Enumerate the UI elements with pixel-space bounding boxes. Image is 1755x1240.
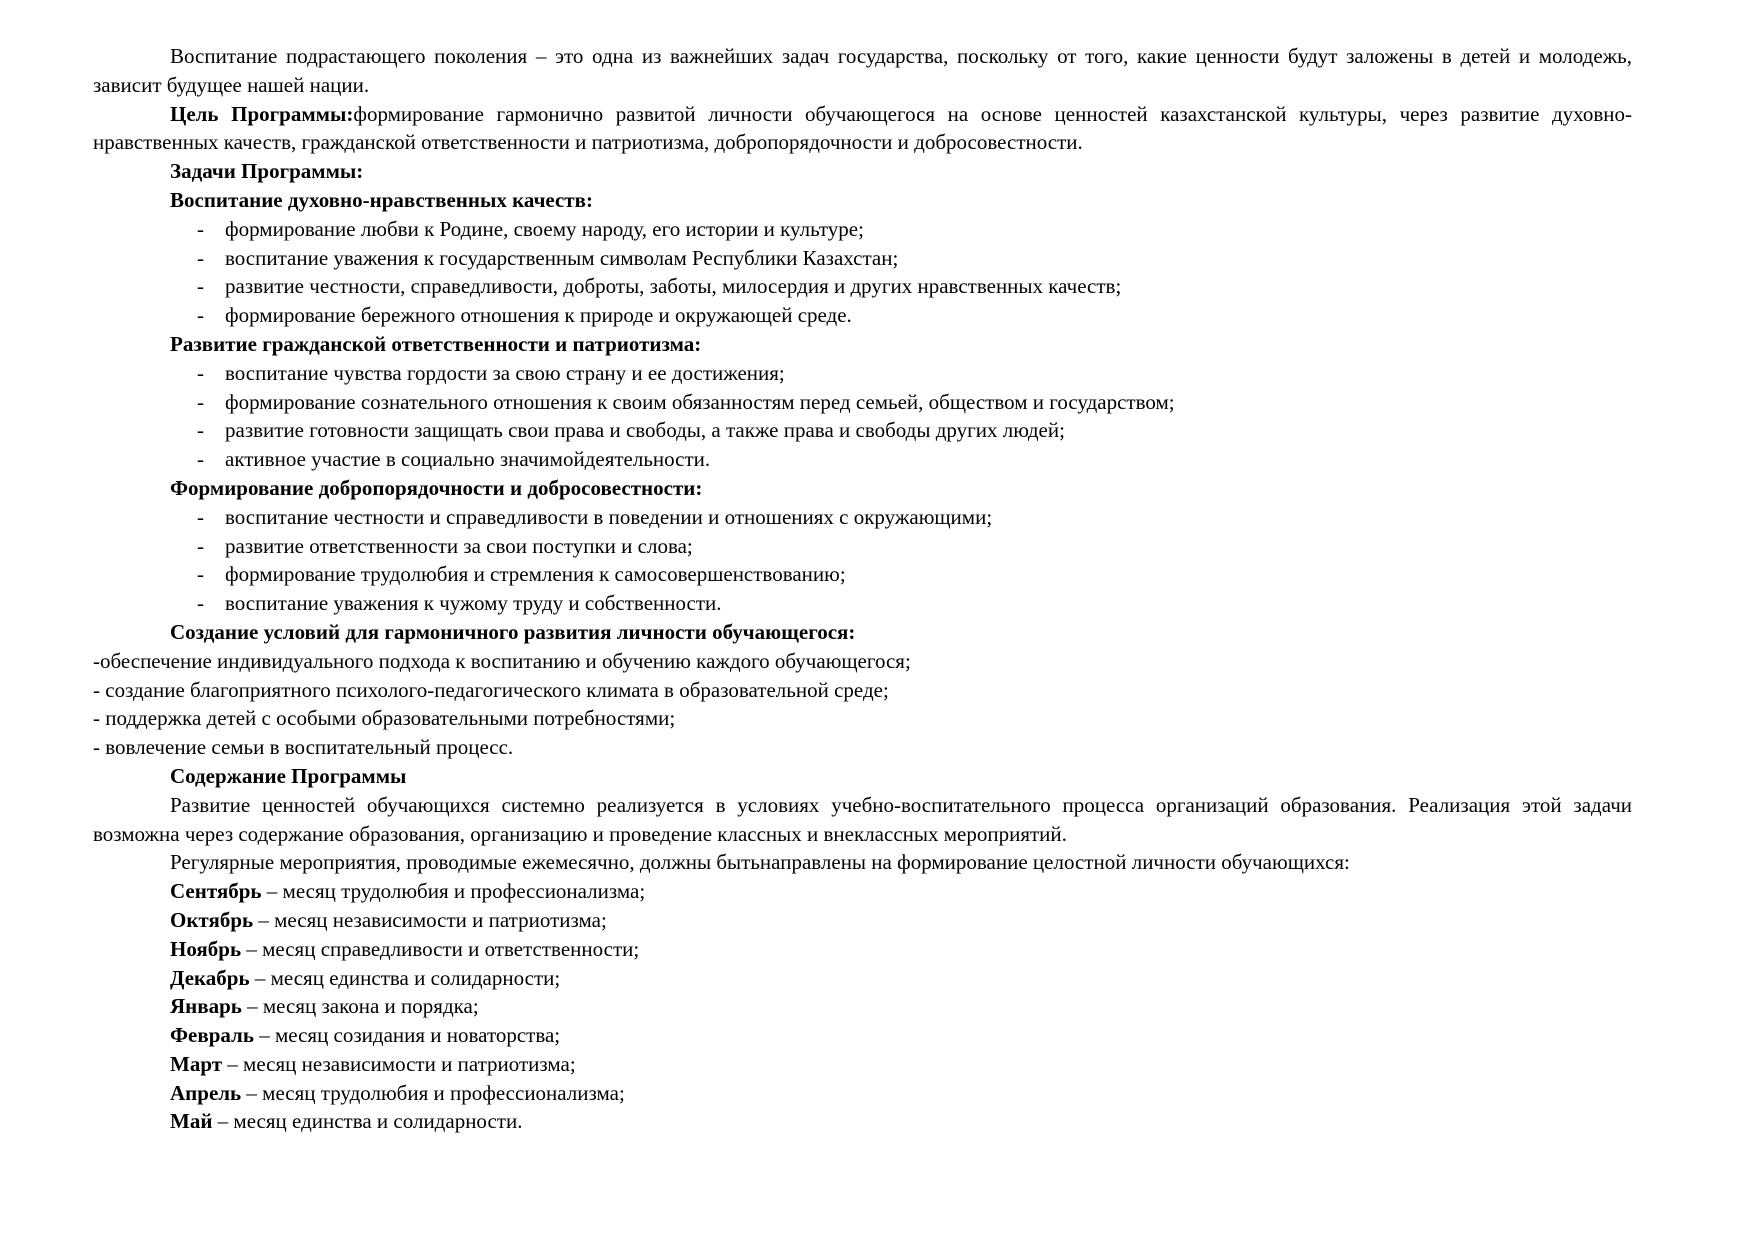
bullet-text: развитие честности, справедливости, доброты, заботы, милосердия и других нравственных качеств; [225, 274, 1122, 299]
bullet-text: воспитание уважения к государственным символам Республики Казахстан; [225, 245, 899, 270]
paragraph [93, 848, 1632, 877]
bullet-text: формирование трудолюбия и стремления к самосовершенствованию; [225, 562, 846, 587]
section-heading: Создание условий для гармоничного развития личности обучающегося: [170, 619, 856, 644]
paragraph [93, 42, 1632, 100]
bullet-item [93, 503, 1632, 532]
bullet-dash: - [197, 360, 204, 385]
bullet-text: развитие ответственности за свои поступки и слова; [225, 533, 693, 558]
bullet-item [93, 215, 1632, 244]
month-name: Октябрь [170, 907, 254, 932]
month-text: – месяц независимости и патриотизма; [222, 1051, 576, 1076]
month-name: Январь [170, 994, 242, 1019]
month-name: Сентябрь [170, 879, 262, 904]
bullet-item [93, 301, 1632, 330]
bullet-text: формирование любви к Родине, своему народу, его истории и культуре; [225, 216, 864, 241]
month-name: Май [170, 1109, 213, 1134]
month-name: Февраль [170, 1023, 254, 1048]
month-name: Ноябрь [170, 936, 242, 961]
bullet-dash: - [197, 245, 204, 270]
paragraph [93, 791, 1632, 849]
bullet-dash: - [197, 591, 204, 616]
month-line [93, 992, 1632, 1021]
bullet-text: развитие готовности защищать свои права и свободы, а также права и свободы других людей; [225, 418, 1065, 443]
month-line [93, 1021, 1632, 1050]
bullet-dash: - [197, 216, 204, 241]
bullet-item [93, 244, 1632, 273]
bullet-dash: - [197, 274, 204, 299]
dash-line: -обеспечение индивидуального подхода к воспитанию и обучению каждого обучающегося; [93, 648, 911, 673]
month-line [93, 1107, 1632, 1136]
bullet-item [93, 416, 1632, 445]
bullet-dash: - [197, 389, 204, 414]
paragraph-text: Развитие ценностей обучающихся системно реализуется в условиях учебно-воспитательного процесса организаций образования. Реализация этой задачи возможна через содержание образования, организацию и проведение классных и внеклассных мероприятий. [93, 792, 1632, 846]
dash-line: - вовлечение семьи в воспитательный процесс. [93, 735, 514, 760]
month-text: – месяц созидания и новаторства; [253, 1023, 561, 1048]
bullet-item [93, 560, 1632, 589]
section-heading: Развитие гражданской ответственности и патриотизма: [170, 331, 702, 356]
month-line [93, 906, 1632, 935]
month-line [93, 877, 1632, 906]
paragraph [93, 100, 1632, 158]
section-heading: Воспитание духовно-нравственных качеств: [170, 187, 593, 212]
dash-line: - поддержка детей с особыми образовательными потребностями; [93, 706, 676, 731]
month-text: – месяц единства и солидарности. [212, 1109, 523, 1134]
month-line [93, 1050, 1632, 1079]
month-line [93, 964, 1632, 993]
bullet-text: воспитание уважения к чужому труду и собственности. [225, 591, 722, 616]
month-name: Март [170, 1051, 223, 1076]
bullet-dash: - [197, 447, 204, 472]
paragraph-text: Регулярные мероприятия, проводимые ежемесячно, должны бытьнаправлены на формирование целостной личности обучающихся: [170, 850, 1350, 875]
bullet-text: воспитание честности и справедливости в поведении и отношениях с окружающими; [225, 504, 993, 529]
bullet-dash: - [197, 533, 204, 558]
month-line [93, 1079, 1632, 1108]
month-name: Апрель [170, 1080, 242, 1105]
section-heading: Задачи Программы: [170, 159, 364, 184]
bullet-item [93, 589, 1632, 618]
bullet-item [93, 532, 1632, 561]
section-heading: Содержание Программы [170, 763, 407, 788]
dash-line: - создание благоприятного психолого-педагогического климата в образовательной среде; [93, 677, 889, 702]
bullet-text: формирование сознательного отношения к своим обязанностям перед семьей, обществом и государством; [225, 389, 1175, 414]
bullet-text: формирование бережного отношения к природе и окружающей среде. [225, 303, 852, 328]
bullet-item [93, 445, 1632, 474]
month-text: – месяц трудолюбия и профессионализма; [261, 879, 646, 904]
paragraph-text: формирование гармонично развитой личности обучающегося на основе ценностей казахстанской культуры, через развитие духовно-нравственных качеств, гражданской ответственности и патриотизма, добропорядочности и добросовестности. [93, 101, 1632, 155]
bullet-item [93, 359, 1632, 388]
bullet-text: активное участие в социально значимойдеятельности. [225, 447, 711, 472]
section-heading: Формирование добропорядочности и добросовестности: [170, 475, 703, 500]
bullet-dash: - [197, 562, 204, 587]
month-text: – месяц независимости и патриотизма; [253, 907, 607, 932]
month-line [93, 935, 1632, 964]
paragraph-text: Воспитание подрастающего поколения – это одна из важнейших задач государства, поскольку от того, какие ценности будут заложены в детей и молодежь, зависит будущее нашей нации. [93, 44, 1632, 97]
bullet-dash: - [197, 418, 204, 443]
month-text: – месяц единства и солидарности; [249, 965, 561, 990]
bullet-item [93, 272, 1632, 301]
bullet-dash: - [197, 303, 204, 328]
month-text: – месяц закона и порядка; [241, 994, 479, 1019]
bullet-item [93, 388, 1632, 417]
bullet-dash: - [197, 504, 204, 529]
month-name: Декабрь [170, 965, 250, 990]
bullet-text: воспитание чувства гордости за свою страну и ее достижения; [225, 360, 785, 385]
paragraph-lead-bold: Цель Программы: [170, 101, 354, 126]
month-text: – месяц трудолюбия и профессионализма; [241, 1080, 625, 1105]
month-text: – месяц справедливости и ответственности; [241, 936, 640, 961]
